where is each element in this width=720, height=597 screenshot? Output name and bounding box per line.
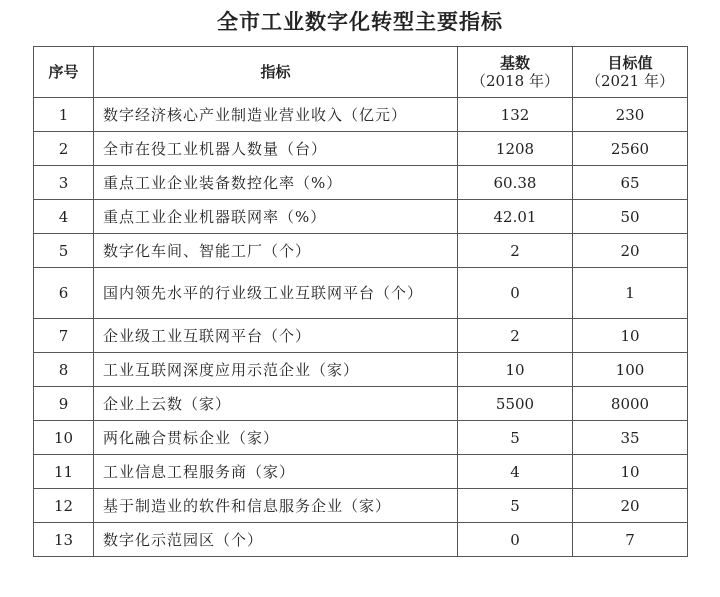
row-target: 10 <box>573 319 688 353</box>
row-seq: 3 <box>34 166 94 200</box>
row-indicator: 基于制造业的软件和信息服务企业（家） <box>94 489 458 523</box>
row-indicator: 企业上云数（家） <box>94 387 458 421</box>
table-row <box>34 387 688 421</box>
row-base: 132 <box>458 98 573 132</box>
row-indicator: 数字经济核心产业制造业营业收入（亿元） <box>94 98 458 132</box>
row-indicator: 两化融合贯标企业（家） <box>94 421 458 455</box>
row-target: 230 <box>573 98 688 132</box>
row-indicator: 国内领先水平的行业级工业互联网平台（个） <box>94 268 458 319</box>
row-seq: 7 <box>34 319 94 353</box>
header-base-label: 基数 <box>499 54 530 72</box>
row-target: 7 <box>573 523 688 557</box>
row-target: 8000 <box>573 387 688 421</box>
table-row <box>34 234 688 268</box>
table-row <box>34 319 688 353</box>
row-indicator: 工业互联网深度应用示范企业（家） <box>94 353 458 387</box>
row-indicator: 全市在役工业机器人数量（台） <box>94 132 458 166</box>
row-base: 5 <box>458 421 573 455</box>
row-base: 0 <box>458 523 573 557</box>
row-base: 1208 <box>458 132 573 166</box>
row-indicator: 企业级工业互联网平台（个） <box>94 319 458 353</box>
table-row <box>34 455 688 489</box>
row-base: 4 <box>458 455 573 489</box>
row-target: 20 <box>573 234 688 268</box>
row-base: 2 <box>458 319 573 353</box>
row-seq: 8 <box>34 353 94 387</box>
row-seq: 13 <box>34 523 94 557</box>
row-target: 50 <box>573 200 688 234</box>
row-base: 5500 <box>458 387 573 421</box>
table-row <box>34 421 688 455</box>
row-seq: 4 <box>34 200 94 234</box>
page-title: 全市工业数字化转型主要指标 <box>217 10 503 34</box>
row-seq: 10 <box>34 421 94 455</box>
header-seq: 序号 <box>34 47 94 98</box>
indicator-table <box>33 46 688 557</box>
row-base: 60.38 <box>458 166 573 200</box>
header-target-year: （2021 年） <box>586 72 674 90</box>
row-base: 5 <box>458 489 573 523</box>
table-row <box>34 200 688 234</box>
row-target: 2560 <box>573 132 688 166</box>
row-target: 10 <box>573 455 688 489</box>
table-row <box>34 268 688 319</box>
row-base: 10 <box>458 353 573 387</box>
header-base-year: （2018 年） <box>471 72 559 90</box>
row-seq: 12 <box>34 489 94 523</box>
row-target: 1 <box>573 268 688 319</box>
row-seq: 6 <box>34 268 94 319</box>
row-target: 20 <box>573 489 688 523</box>
row-base: 42.01 <box>458 200 573 234</box>
row-indicator: 数字化车间、智能工厂（个） <box>94 234 458 268</box>
row-indicator: 重点工业企业机器联网率（%） <box>94 200 458 234</box>
table-row <box>34 98 688 132</box>
table-row <box>34 166 688 200</box>
header-target <box>573 47 688 98</box>
row-seq: 9 <box>34 387 94 421</box>
row-indicator: 工业信息工程服务商（家） <box>94 455 458 489</box>
row-indicator: 重点工业企业装备数控化率（%） <box>94 166 458 200</box>
row-seq: 11 <box>34 455 94 489</box>
row-seq: 1 <box>34 98 94 132</box>
header-target-label: 目标值 <box>607 54 653 72</box>
row-target: 35 <box>573 421 688 455</box>
table-row <box>34 489 688 523</box>
row-base: 0 <box>458 268 573 319</box>
header-base <box>458 47 573 98</box>
row-base: 2 <box>458 234 573 268</box>
table-row <box>34 353 688 387</box>
table-row <box>34 523 688 557</box>
row-seq: 5 <box>34 234 94 268</box>
row-seq: 2 <box>34 132 94 166</box>
table-header-row <box>34 47 688 98</box>
row-indicator: 数字化示范园区（个） <box>94 523 458 557</box>
row-target: 65 <box>573 166 688 200</box>
row-target: 100 <box>573 353 688 387</box>
table-row <box>34 132 688 166</box>
header-indicator: 指标 <box>94 47 458 98</box>
